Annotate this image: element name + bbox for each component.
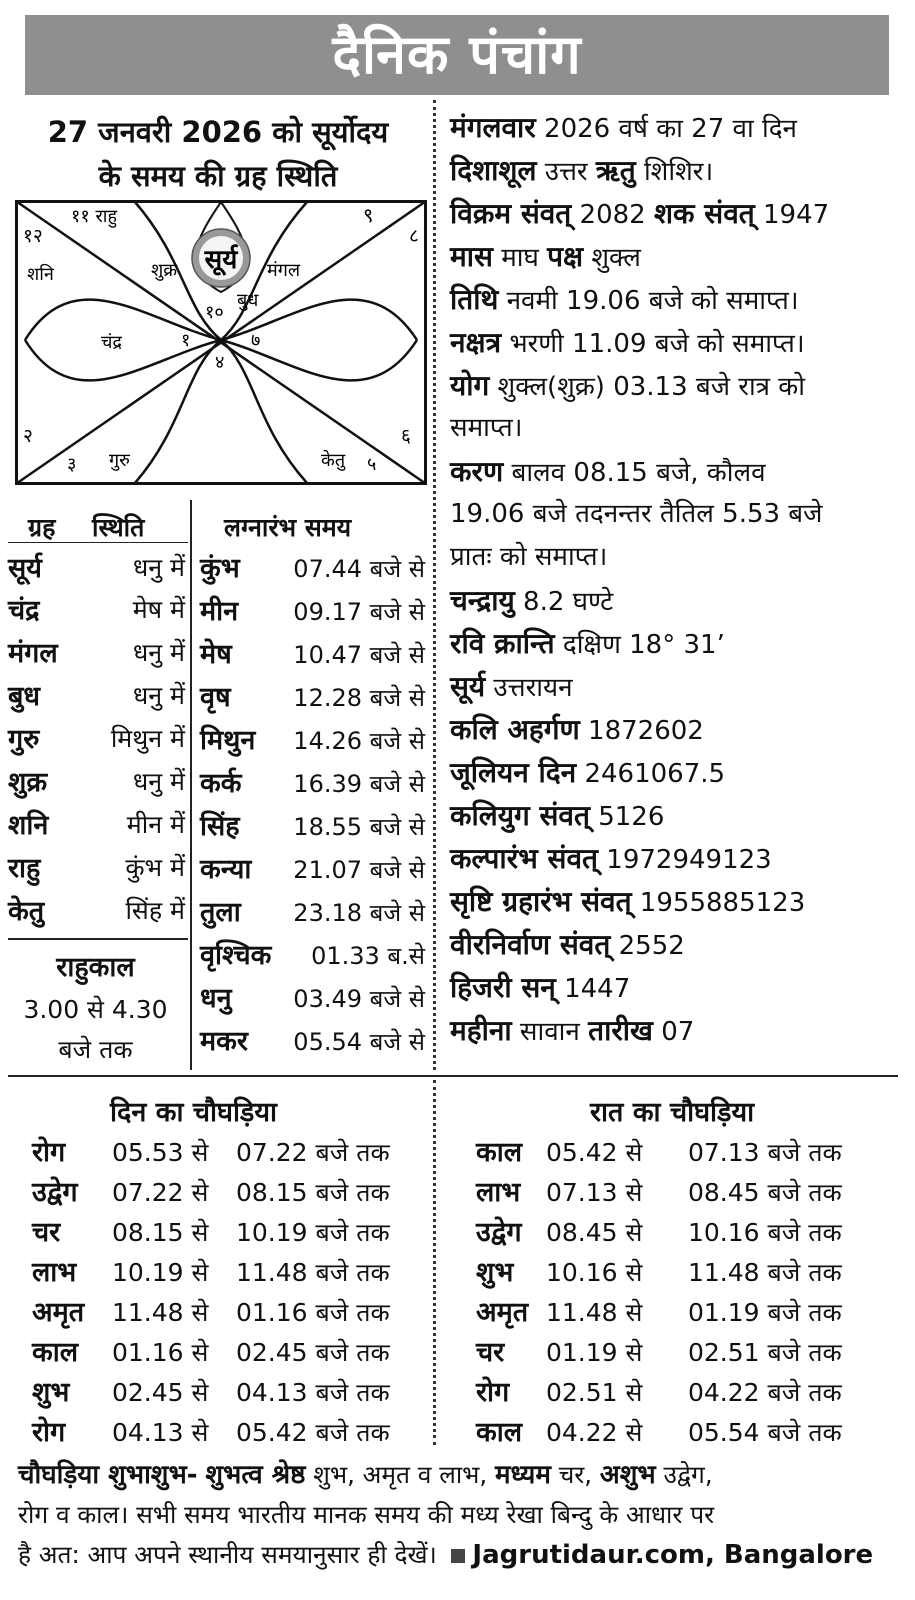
din-to: 02.45 बजे तक bbox=[236, 1338, 390, 1367]
footer-credit: Jagrutidaur.com, Bangalore bbox=[472, 1540, 874, 1570]
panchang-line-karan: करण बालव 08.15 बजे, कौलव bbox=[450, 455, 766, 488]
panchang-line-kali-ahargan: कलि अहर्गण 1872602 bbox=[450, 713, 704, 746]
kundali-label-2: २ bbox=[23, 425, 33, 447]
kundali-label-surya: सूर्य bbox=[204, 245, 238, 275]
kundali-label-10: १० bbox=[205, 302, 224, 323]
graha-pos: कुंभ में bbox=[125, 853, 185, 882]
din-name: लाभ bbox=[32, 1257, 77, 1288]
kundali-label-12: १२ bbox=[23, 225, 43, 247]
footer-note bbox=[18, 1455, 898, 1575]
panchang-line-tithi: तिथि नवमी 19.06 बजे को समाप्त। bbox=[450, 283, 799, 316]
panchang-line-surya: सूर्य उत्तरायन bbox=[450, 670, 573, 703]
footer-line3: है अत: आप अपने स्थानीय समयानुसार ही देखें। Jagrutidaur.com, Bangalore bbox=[18, 1540, 874, 1570]
raat-name: शुभ bbox=[476, 1257, 514, 1288]
graha-planet: सूर्य bbox=[8, 553, 42, 584]
raat-to: 11.48 बजे तक bbox=[688, 1258, 842, 1287]
panchang-line-samvat: विक्रम संवत् 2082 शक संवत् 1947 bbox=[450, 197, 830, 230]
graha-pos: धनु में bbox=[132, 553, 185, 582]
graha-planet: मंगल bbox=[8, 638, 58, 669]
panchang-line-srishti: सृष्टि ग्रहारंभ संवत् 1955885123 bbox=[450, 885, 806, 918]
din-name: रोग bbox=[32, 1137, 66, 1168]
kundali-label-5: ५ bbox=[367, 454, 377, 475]
lagna-time: 16.39 बजे से bbox=[293, 770, 425, 798]
panchang-line-kalparambh: कल्पारंभ संवत् 1972949123 bbox=[450, 842, 772, 875]
din-from: 05.53 से bbox=[112, 1138, 209, 1167]
din-name: रोग bbox=[32, 1417, 66, 1448]
graha-header-left: ग्रह bbox=[28, 513, 56, 542]
din-name: शुभ bbox=[32, 1377, 70, 1408]
raat-from: 02.51 से bbox=[546, 1378, 643, 1407]
kundali-label-chandra: चंद्र bbox=[101, 332, 122, 353]
raat-from: 05.42 से bbox=[546, 1138, 643, 1167]
graha-planet: केतु bbox=[8, 896, 45, 927]
din-to: 11.48 बजे तक bbox=[236, 1258, 390, 1287]
footer-line1: चौघड़िया शुभाशुभ- शुभत्व श्रेष्ठ शुभ, अमृत व लाभ, मध्यम चर, अशुभ उद्वेग, bbox=[18, 1460, 713, 1490]
raat-from: 07.13 से bbox=[546, 1178, 643, 1207]
raat-to: 01.19 बजे तक bbox=[688, 1298, 842, 1327]
kundali-label-guru: गुरु bbox=[109, 450, 130, 471]
kundali-label-shani: शनि bbox=[27, 264, 54, 285]
lagna-time: 21.07 बजे से bbox=[293, 856, 425, 884]
raat-name: काल bbox=[476, 1137, 523, 1168]
divider-choghadiya-top bbox=[8, 1075, 898, 1077]
rahukaal-line2: बजे तक bbox=[58, 1035, 133, 1064]
panchang-line-nakshatra: नक्षत्र भरणी 11.09 बजे को समाप्त। bbox=[450, 326, 805, 359]
lagna-rashi: वृश्चिक bbox=[200, 940, 272, 971]
din-to: 07.22 बजे तक bbox=[236, 1138, 390, 1167]
graha-pos: मेष में bbox=[132, 595, 185, 624]
graha-planet: बुध bbox=[8, 681, 41, 712]
panchang-line-chandrayu: चन्द्रायु 8.2 घण्टे bbox=[450, 584, 614, 617]
kundali-label-9: ९ bbox=[363, 203, 374, 227]
kundali-label-11-rahu: ११ राहु bbox=[71, 206, 118, 227]
lagna-rashi: मेष bbox=[200, 639, 232, 670]
graha-planet: चंद्र bbox=[8, 595, 40, 626]
kundali-heading-line2: के समय की ग्रह स्थिति bbox=[98, 159, 338, 193]
raat-choghadiya-header: रात का चौघड़िया bbox=[590, 1097, 755, 1128]
din-from: 01.16 से bbox=[112, 1338, 209, 1367]
lagna-rashi: धनु bbox=[200, 983, 232, 1014]
lagna-rashi: कन्या bbox=[200, 854, 252, 885]
kundali-label-6: ६ bbox=[401, 425, 411, 447]
din-name: चर bbox=[32, 1217, 61, 1248]
divider-choghadiya-vertical bbox=[433, 1080, 436, 1445]
graha-planet: शनि bbox=[8, 810, 49, 841]
lagna-header: लग्नारंभ समय bbox=[224, 513, 352, 542]
lagna-time: 01.33 ब.से bbox=[311, 942, 425, 970]
lagna-time: 09.17 बजे से bbox=[293, 598, 425, 626]
panchang-line-julian: जूलियन दिन 2461067.5 bbox=[450, 756, 726, 789]
kundali-label-mangal: मंगल bbox=[267, 260, 301, 281]
divider-graha-lagna bbox=[190, 500, 192, 1070]
divider-graha-rahukaal bbox=[8, 938, 188, 940]
graha-planet: राहु bbox=[8, 853, 41, 884]
graha-header-underline bbox=[8, 542, 188, 543]
lagna-rashi: तुला bbox=[200, 897, 241, 928]
kundali-chart bbox=[15, 200, 427, 485]
lagna-rashi: मिथुन bbox=[200, 725, 256, 756]
din-from: 02.45 से bbox=[112, 1378, 209, 1407]
raat-name: चर bbox=[476, 1337, 505, 1368]
raat-to: 02.51 बजे तक bbox=[688, 1338, 842, 1367]
raat-name: अमृत bbox=[476, 1297, 529, 1328]
raat-from: 01.19 से bbox=[546, 1338, 643, 1367]
lagna-time: 12.28 बजे से bbox=[293, 684, 425, 712]
lagna-time: 05.54 बजे से bbox=[293, 1028, 425, 1056]
raat-to: 08.45 बजे तक bbox=[688, 1178, 842, 1207]
din-to: 01.16 बजे तक bbox=[236, 1298, 390, 1327]
kundali-label-1: १ bbox=[181, 330, 191, 351]
square-icon bbox=[451, 1549, 465, 1563]
raat-name: रोग bbox=[476, 1377, 510, 1408]
raat-from: 11.48 से bbox=[546, 1298, 643, 1327]
panchang-line-maas: मास माघ पक्ष शुक्ल bbox=[450, 240, 641, 273]
din-from: 07.22 से bbox=[112, 1178, 209, 1207]
panchang-line-mahina: महीना सावान तारीख 07 bbox=[450, 1014, 695, 1047]
raat-from: 04.22 से bbox=[546, 1418, 643, 1447]
din-from: 10.19 से bbox=[112, 1258, 209, 1287]
kundali-label-ketu: केतु bbox=[321, 450, 346, 471]
panchang-line-karan-cont1: 19.06 बजे तदनन्तर तैतिल 5.53 बजे bbox=[450, 499, 823, 529]
panchang-line-veernirvan: वीरनिर्वाण संवत् 2552 bbox=[450, 928, 685, 961]
lagna-time: 14.26 बजे से bbox=[293, 727, 425, 755]
kundali-label-8: ८ bbox=[409, 225, 419, 247]
graha-planet: गुरु bbox=[8, 724, 40, 755]
din-from: 11.48 से bbox=[112, 1298, 209, 1327]
lagna-rashi: सिंह bbox=[200, 811, 240, 842]
din-to: 08.15 बजे तक bbox=[236, 1178, 390, 1207]
kundali-heading-line1: 27 जनवरी 2026 को सूर्योदय bbox=[47, 115, 389, 149]
din-to: 04.13 बजे तक bbox=[236, 1378, 390, 1407]
graha-pos: धनु में bbox=[132, 638, 185, 667]
kundali-label-budh: बुध bbox=[237, 290, 259, 311]
raat-name: काल bbox=[476, 1417, 523, 1448]
panchang-line-hijri: हिजरी सन् 1447 bbox=[450, 971, 631, 1004]
lagna-rashi: कर्क bbox=[200, 768, 242, 799]
raat-to: 10.16 बजे तक bbox=[688, 1218, 842, 1247]
raat-to: 05.54 बजे तक bbox=[688, 1418, 842, 1447]
din-name: अमृत bbox=[32, 1297, 85, 1328]
graha-planet: शुक्र bbox=[8, 767, 48, 798]
din-name: काल bbox=[32, 1337, 79, 1368]
raat-name: उद्वेग bbox=[476, 1217, 522, 1248]
graha-header-right: स्थिति bbox=[92, 513, 145, 542]
kundali-label-3: ३ bbox=[67, 454, 77, 475]
lagna-rashi: वृष bbox=[200, 682, 231, 713]
divider-main-vertical bbox=[433, 100, 436, 1070]
lagna-time: 10.47 बजे से bbox=[293, 641, 425, 669]
panchang-line-kaliyug: कलियुग संवत् 5126 bbox=[450, 799, 665, 832]
panchang-line-ravi-kranti: रवि क्रान्ति दक्षिण 18° 31’ bbox=[450, 627, 725, 660]
din-choghadiya-header: दिन का चौघड़िया bbox=[110, 1097, 278, 1128]
panchang-line-vaar: मंगलवार 2026 वर्ष का 27 वा दिन bbox=[450, 111, 797, 144]
lagna-rashi: मकर bbox=[200, 1026, 248, 1057]
raat-to: 04.22 बजे तक bbox=[688, 1378, 842, 1407]
kundali-label-shukra: शुक्र bbox=[151, 260, 178, 281]
raat-to: 07.13 बजे तक bbox=[688, 1138, 842, 1167]
panchang-line-yog-cont: समाप्त। bbox=[450, 413, 523, 443]
panchang-line-karan-cont2: प्रातः को समाप्त। bbox=[450, 542, 608, 572]
raat-name: लाभ bbox=[476, 1177, 521, 1208]
din-from: 04.13 से bbox=[112, 1418, 209, 1447]
graha-pos: धनु में bbox=[132, 767, 185, 796]
graha-pos: मीन में bbox=[126, 810, 185, 839]
panchang-line-dishashool: दिशाशूल उत्तर ऋतु शिशिर। bbox=[450, 154, 714, 187]
graha-pos: सिंह में bbox=[125, 896, 185, 925]
kundali-label-7: ७ bbox=[251, 330, 261, 351]
raat-from: 08.45 से bbox=[546, 1218, 643, 1247]
graha-pos: धनु में bbox=[132, 681, 185, 710]
kundali-label-4: ४ bbox=[215, 352, 225, 373]
lagna-rashi: मीन bbox=[200, 596, 239, 627]
rahukaal-title: राहुकाल bbox=[56, 952, 135, 983]
raat-from: 10.16 से bbox=[546, 1258, 643, 1287]
din-to: 05.42 बजे तक bbox=[236, 1418, 390, 1447]
footer-line2: रोग व काल। सभी समय भारतीय मानक समय की मध्य रेखा बिन्दु के आधार पर bbox=[18, 1500, 715, 1529]
panchang-line-yog: योग शुक्ल(शुक्र) 03.13 बजे रात्र को bbox=[450, 369, 805, 402]
din-name: उद्वेग bbox=[32, 1177, 78, 1208]
lagna-rashi: कुंभ bbox=[200, 553, 240, 584]
lagna-time: 03.49 बजे से bbox=[293, 985, 425, 1013]
lagna-time: 18.55 बजे से bbox=[293, 813, 425, 841]
graha-pos: मिथुन में bbox=[110, 724, 185, 753]
page-title: दैनिक पंचांग bbox=[25, 15, 889, 95]
rahukaal-line1: 3.00 से 4.30 bbox=[23, 995, 168, 1024]
lagna-time: 23.18 बजे से bbox=[293, 899, 425, 927]
din-from: 08.15 से bbox=[112, 1218, 209, 1247]
kundali-heading bbox=[8, 110, 428, 198]
lagna-time: 07.44 बजे से bbox=[293, 555, 425, 583]
din-to: 10.19 बजे तक bbox=[236, 1218, 390, 1247]
